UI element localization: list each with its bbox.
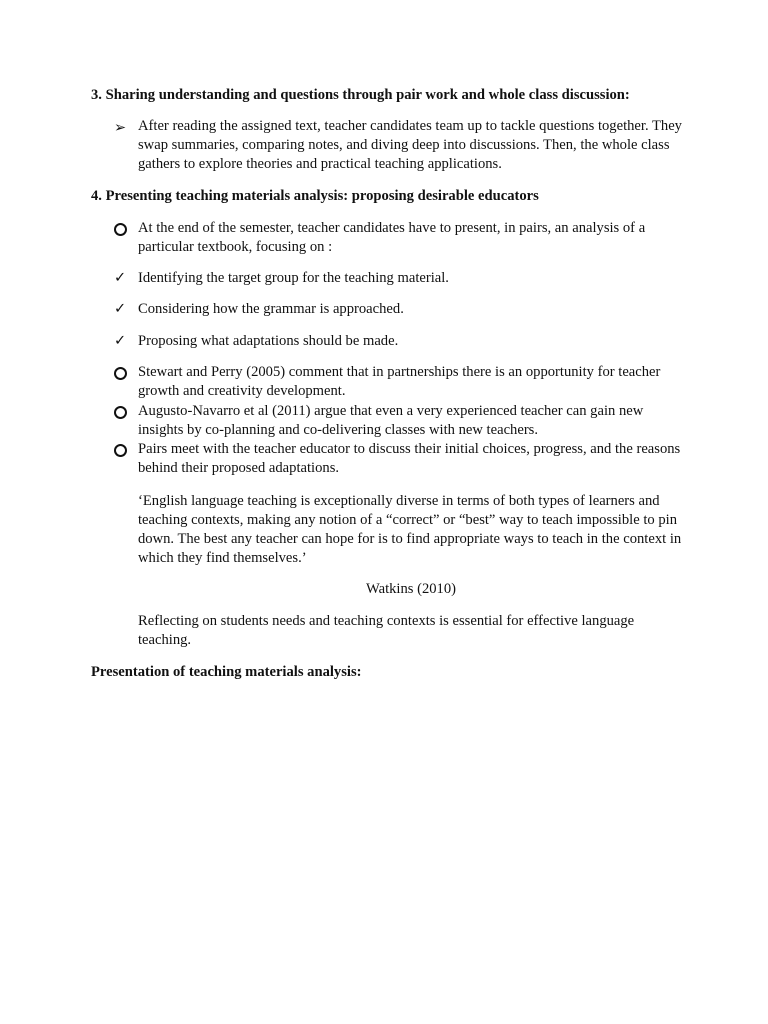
point-item	[114, 440, 684, 478]
point-item	[114, 402, 684, 440]
circle-bullet-icon	[114, 367, 127, 380]
circle-bullet-icon	[114, 406, 127, 419]
section-4-intro-text: At the end of the semester, teacher candidates have to present, in pairs, an analysis of a particular textbook, focusing on :	[138, 220, 646, 255]
checkmark-icon: ✓	[114, 301, 127, 317]
check-item-text: Proposing what adaptations should be made.	[138, 333, 399, 349]
check-item	[114, 332, 684, 351]
point-item-text: Stewart and Perry (2005) comment that in partnerships there is an opportunity for teacher growth and creativity development.	[138, 364, 661, 399]
checkmark-icon: ✓	[114, 333, 127, 349]
section-3-bullet-text: After reading the assigned text, teacher candidates team up to tackle questions together. They swap summaries, comparing notes, and diving deep into discussions. Then, the whole class gathers to explore theories and practical teaching applications.	[138, 118, 682, 172]
point-item-text: Pairs meet with the teacher educator to discuss their initial choices, progress, and the reasons behind their proposed adaptations.	[138, 441, 681, 476]
section-3-heading: 3. Sharing understanding and questions through pair work and whole class discussion:	[91, 87, 630, 103]
check-item	[114, 269, 684, 288]
checkmark-icon: ✓	[114, 270, 127, 286]
reflection-paragraph: Reflecting on students needs and teaching contexts is essential for effective language teaching.	[138, 613, 635, 648]
point-item-text: Augusto-Navarro et al (2011) argue that even a very experienced teacher can gain new insights by co-planning and co-delivering classes with new teachers.	[138, 403, 644, 438]
quote-paragraph: ‘English language teaching is exceptionally diverse in terms of both types of learners and teaching contexts, making any notion of a “correct” or “best” way to teach impossible to pin down. The best any teacher can hope for is to find appropriate ways to teach in the context in which they find themselves.’	[138, 493, 682, 566]
check-item-text: Identifying the target group for the teaching material.	[138, 270, 449, 286]
quote-citation: Watkins (2010)	[365, 581, 457, 597]
point-item	[114, 363, 684, 401]
section-4-heading: 4. Presenting teaching materials analysis: proposing desirable educators	[91, 188, 539, 204]
circle-bullet-icon	[114, 223, 127, 236]
circle-bullet-icon	[114, 444, 127, 457]
check-item	[114, 300, 684, 319]
check-item-text: Considering how the grammar is approached.	[138, 301, 404, 317]
presentation-heading: Presentation of teaching materials analysis:	[91, 664, 362, 680]
section-3-bullet-item	[114, 117, 684, 174]
section-4-intro-item	[114, 219, 684, 257]
arrow-bullet-icon: ➢	[114, 120, 127, 136]
